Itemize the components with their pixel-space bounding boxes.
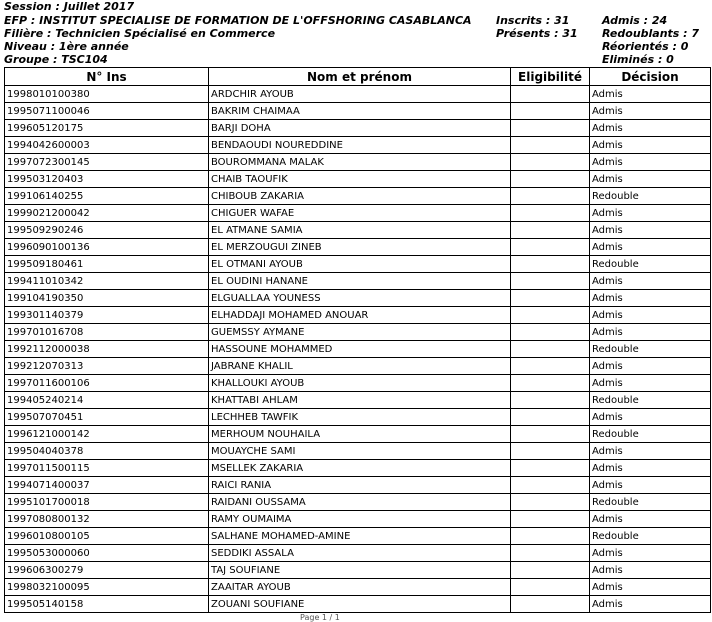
- cell-eligibility: [511, 307, 590, 324]
- cell-eligibility: [511, 103, 590, 120]
- cell-num: 199504040378: [5, 443, 209, 460]
- reorientes-count: Réorientés : 0: [602, 40, 689, 53]
- cell-eligibility: [511, 443, 590, 460]
- cell-num: 199411010342: [5, 273, 209, 290]
- session-label: Session : Juillet 2017: [4, 0, 135, 13]
- cell-name: EL OTMANI AYOUB: [209, 256, 511, 273]
- results-table: [4, 67, 711, 613]
- cell-eligibility: [511, 137, 590, 154]
- table-row: [5, 375, 711, 392]
- cell-decision: Admis: [590, 358, 711, 375]
- cell-num: 199212070313: [5, 358, 209, 375]
- cell-name: KHATTABI AHLAM: [209, 392, 511, 409]
- cell-decision: Admis: [590, 171, 711, 188]
- cell-decision: Admis: [590, 562, 711, 579]
- cell-eligibility: [511, 171, 590, 188]
- cell-name: CHAIB TAOUFIK: [209, 171, 511, 188]
- table-row: [5, 86, 711, 103]
- cell-num: 1996121000142: [5, 426, 209, 443]
- cell-name: ELGUALLAA YOUNESS: [209, 290, 511, 307]
- cell-name: LECHHEB TAWFIK: [209, 409, 511, 426]
- cell-name: MOUAYCHE SAMI: [209, 443, 511, 460]
- cell-num: 1997080800132: [5, 511, 209, 528]
- cell-decision: Admis: [590, 103, 711, 120]
- table-row: [5, 528, 711, 545]
- cell-name: BARJI DOHA: [209, 120, 511, 137]
- cell-name: RAMY OUMAIMA: [209, 511, 511, 528]
- cell-decision: Admis: [590, 596, 711, 613]
- elimines-count: Eliminés : 0: [602, 53, 674, 66]
- cell-decision: Admis: [590, 205, 711, 222]
- cell-num: 199503120403: [5, 171, 209, 188]
- cell-name: BAKRIM CHAIMAA: [209, 103, 511, 120]
- cell-eligibility: [511, 375, 590, 392]
- cell-decision: Admis: [590, 273, 711, 290]
- cell-eligibility: [511, 188, 590, 205]
- cell-eligibility: [511, 120, 590, 137]
- table-row: [5, 511, 711, 528]
- cell-eligibility: [511, 256, 590, 273]
- cell-num: 1995101700018: [5, 494, 209, 511]
- admis-count: Admis : 24: [602, 14, 668, 27]
- cell-eligibility: [511, 477, 590, 494]
- cell-num: 199606300279: [5, 562, 209, 579]
- page-footer: Page 1 / 1: [300, 613, 340, 622]
- cell-decision: Redouble: [590, 256, 711, 273]
- table-row: [5, 579, 711, 596]
- cell-name: CHIBOUB ZAKARIA: [209, 188, 511, 205]
- table-row: [5, 239, 711, 256]
- cell-name: ZAAITAR AYOUB: [209, 579, 511, 596]
- redoublants-count: Redoublants : 7: [602, 27, 700, 40]
- table-row: [5, 545, 711, 562]
- cell-eligibility: [511, 494, 590, 511]
- cell-decision: Admis: [590, 290, 711, 307]
- table-body: [5, 86, 711, 613]
- cell-eligibility: [511, 511, 590, 528]
- table-row: [5, 562, 711, 579]
- cell-num: 1995071100046: [5, 103, 209, 120]
- cell-decision: Redouble: [590, 426, 711, 443]
- cell-name: HASSOUNE MOHAMMED: [209, 341, 511, 358]
- table-row: [5, 341, 711, 358]
- cell-num: 199701016708: [5, 324, 209, 341]
- cell-decision: Redouble: [590, 341, 711, 358]
- cell-name: ARDCHIR AYOUB: [209, 86, 511, 103]
- cell-eligibility: [511, 273, 590, 290]
- cell-name: RAICI RANIA: [209, 477, 511, 494]
- cell-name: JABRANE KHALIL: [209, 358, 511, 375]
- cell-eligibility: [511, 290, 590, 307]
- table-row: [5, 392, 711, 409]
- table-row: [5, 426, 711, 443]
- cell-decision: Admis: [590, 511, 711, 528]
- col-header-num: N° Ins: [5, 68, 209, 86]
- cell-decision: Admis: [590, 409, 711, 426]
- cell-name: BENDAOUDI NOUREDDINE: [209, 137, 511, 154]
- efp-label: EFP : INSTITUT SPECIALISE DE FORMATION DE L'OFFSHORING CASABLANCA: [4, 14, 472, 27]
- cell-decision: Admis: [590, 324, 711, 341]
- cell-eligibility: [511, 324, 590, 341]
- inscrits-count: Inscrits : 31: [496, 14, 570, 27]
- table-row: [5, 188, 711, 205]
- table-row: [5, 460, 711, 477]
- cell-name: KHALLOUKI AYOUB: [209, 375, 511, 392]
- cell-name: SALHANE MOHAMED-AMINE: [209, 528, 511, 545]
- cell-num: 1994071400037: [5, 477, 209, 494]
- table-row: [5, 205, 711, 222]
- cell-decision: Admis: [590, 86, 711, 103]
- cell-eligibility: [511, 426, 590, 443]
- cell-decision: Admis: [590, 222, 711, 239]
- col-header-decision: Décision: [590, 68, 711, 86]
- cell-eligibility: [511, 579, 590, 596]
- table-row: [5, 256, 711, 273]
- cell-num: 199104190350: [5, 290, 209, 307]
- cell-num: 199509180461: [5, 256, 209, 273]
- col-header-eligibility: Eligibilité: [511, 68, 590, 86]
- cell-name: EL OUDINI HANANE: [209, 273, 511, 290]
- cell-name: ELHADDAJI MOHAMED ANOUAR: [209, 307, 511, 324]
- cell-eligibility: [511, 205, 590, 222]
- cell-decision: Admis: [590, 239, 711, 256]
- cell-num: 1999021200042: [5, 205, 209, 222]
- cell-eligibility: [511, 86, 590, 103]
- table-row: [5, 324, 711, 341]
- cell-num: 199507070451: [5, 409, 209, 426]
- presents-count: Présents : 31: [496, 27, 578, 40]
- cell-eligibility: [511, 596, 590, 613]
- cell-num: 199605120175: [5, 120, 209, 137]
- cell-decision: Admis: [590, 120, 711, 137]
- table-row: [5, 154, 711, 171]
- cell-eligibility: [511, 392, 590, 409]
- table-row: [5, 120, 711, 137]
- table-row: [5, 358, 711, 375]
- cell-num: 1997011600106: [5, 375, 209, 392]
- table-row: [5, 222, 711, 239]
- cell-num: 1994042600003: [5, 137, 209, 154]
- cell-eligibility: [511, 545, 590, 562]
- cell-num: 199509290246: [5, 222, 209, 239]
- cell-name: EL ATMANE SAMIA: [209, 222, 511, 239]
- table-row: [5, 409, 711, 426]
- cell-eligibility: [511, 460, 590, 477]
- cell-decision: Redouble: [590, 528, 711, 545]
- table-row: [5, 103, 711, 120]
- col-header-name: Nom et prénom: [209, 68, 511, 86]
- cell-eligibility: [511, 154, 590, 171]
- table-row: [5, 596, 711, 613]
- table-row: [5, 137, 711, 154]
- table-row: [5, 477, 711, 494]
- cell-eligibility: [511, 409, 590, 426]
- cell-eligibility: [511, 562, 590, 579]
- cell-decision: Admis: [590, 477, 711, 494]
- cell-decision: Redouble: [590, 494, 711, 511]
- cell-decision: Admis: [590, 579, 711, 596]
- niveau-label: Niveau : 1ère année: [4, 40, 129, 53]
- cell-name: BOUROMMANA MALAK: [209, 154, 511, 171]
- cell-num: 199106140255: [5, 188, 209, 205]
- table-row: [5, 307, 711, 324]
- cell-name: MSELLEK ZAKARIA: [209, 460, 511, 477]
- cell-name: EL MERZOUGUI ZINEB: [209, 239, 511, 256]
- cell-decision: Admis: [590, 375, 711, 392]
- groupe-label: Groupe : TSC104: [4, 53, 108, 66]
- cell-decision: Admis: [590, 443, 711, 460]
- cell-num: 1995053000060: [5, 545, 209, 562]
- cell-num: 199405240214: [5, 392, 209, 409]
- cell-decision: Admis: [590, 545, 711, 562]
- cell-num: 199505140158: [5, 596, 209, 613]
- cell-decision: Admis: [590, 460, 711, 477]
- cell-num: 1998010100380: [5, 86, 209, 103]
- cell-decision: Admis: [590, 307, 711, 324]
- cell-num: 1997072300145: [5, 154, 209, 171]
- cell-name: RAIDANI OUSSAMA: [209, 494, 511, 511]
- cell-decision: Admis: [590, 137, 711, 154]
- cell-num: 1996010800105: [5, 528, 209, 545]
- cell-decision: Redouble: [590, 392, 711, 409]
- cell-eligibility: [511, 341, 590, 358]
- table-row: [5, 171, 711, 188]
- table-row: [5, 273, 711, 290]
- cell-num: 1998032100095: [5, 579, 209, 596]
- cell-name: GUEMSSY AYMANE: [209, 324, 511, 341]
- cell-decision: Redouble: [590, 188, 711, 205]
- cell-eligibility: [511, 239, 590, 256]
- cell-eligibility: [511, 528, 590, 545]
- cell-eligibility: [511, 358, 590, 375]
- cell-num: 199301140379: [5, 307, 209, 324]
- table-row: [5, 443, 711, 460]
- cell-name: MERHOUM NOUHAILA: [209, 426, 511, 443]
- cell-num: 1992112000038: [5, 341, 209, 358]
- cell-eligibility: [511, 222, 590, 239]
- table-row: [5, 494, 711, 511]
- cell-name: SEDDIKI ASSALA: [209, 545, 511, 562]
- cell-name: TAJ SOUFIANE: [209, 562, 511, 579]
- cell-name: CHIGUER WAFAE: [209, 205, 511, 222]
- table-header-row: [5, 68, 711, 86]
- table-row: [5, 290, 711, 307]
- cell-num: 1997011500115: [5, 460, 209, 477]
- cell-name: ZOUANI SOUFIANE: [209, 596, 511, 613]
- filiere-label: Filière : Technicien Spécialisé en Commerce: [4, 27, 276, 40]
- cell-decision: Admis: [590, 154, 711, 171]
- cell-num: 1996090100136: [5, 239, 209, 256]
